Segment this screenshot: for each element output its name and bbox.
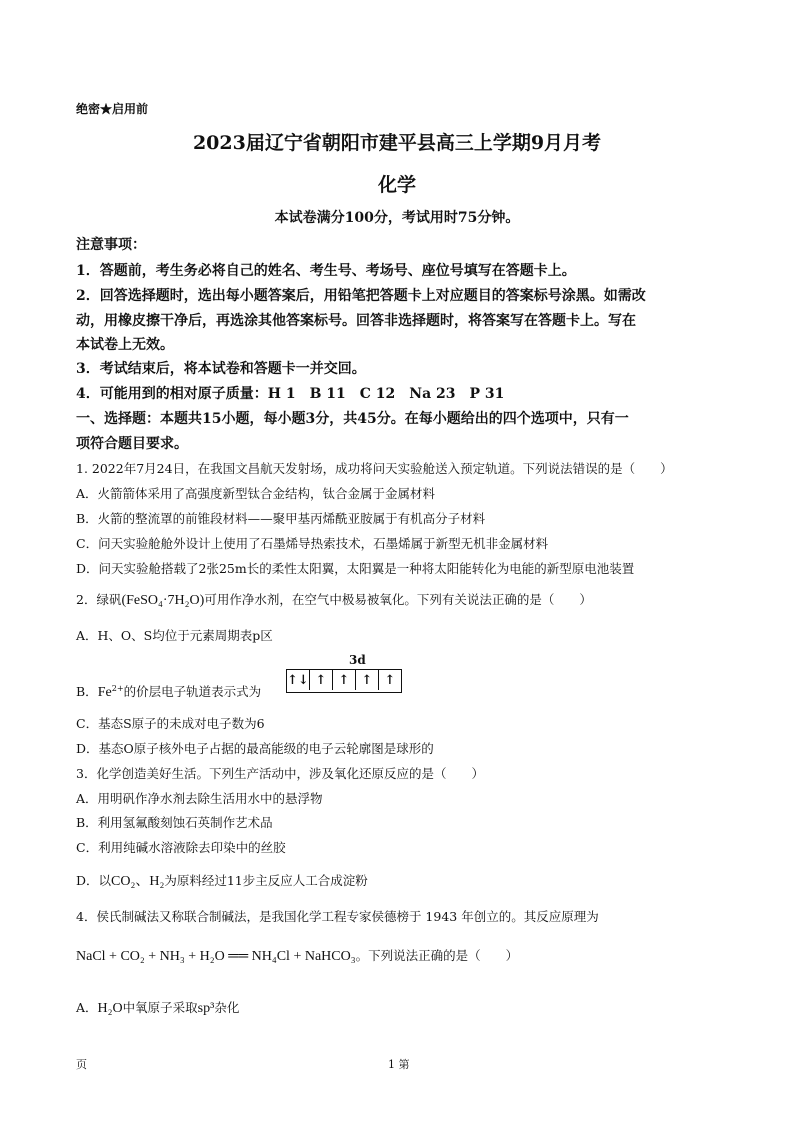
q3-d-suffix: 为原料经过11步主反应人工合成淀粉 (164, 873, 368, 888)
note-item: 3．考试结束后，将本试卷和答题卡一并交回。 (76, 361, 366, 377)
question-4-equation-line (76, 946, 518, 965)
question-1-stem: 1. 2022年7月24日，在我国文昌航天发射场，成功将问天实验舱送入预定轨道。下列说法错误的是（ ） (76, 461, 673, 476)
q2-option-b (76, 682, 261, 701)
q2-stem-suffix: 可用作净水剂，在空气中极易被氧化。下列有关说法正确的是（ ） (204, 592, 592, 607)
q2-formula: (FeSO₄·7H₂O) (121, 593, 205, 608)
note-item: 4．可能用到的相对原子质量：H 1 B 11 C 12 Na 23 P 31 (76, 386, 505, 402)
q2-option-c: C．基态S原子的未成对电子数为6 (76, 716, 265, 731)
orbital-box: ↑ (384, 672, 396, 688)
q1-option-d: D．问天实验舱搭载了2张25m长的柔性太阳翼，太阳翼是一种将太阳能转化为电能的新型原电池装置 (76, 561, 635, 576)
note-item: 动，用橡皮擦干净后，再选涂其他答案标号。回答非选择题时，将答案写在答题卡上。写在 (76, 313, 636, 329)
q4-a-mid: 中氧原子采取 (122, 1000, 198, 1015)
subject-title: 化学 (377, 174, 416, 196)
q4-a-suffix: 杂化 (214, 1000, 240, 1015)
q1-option-b: B．火箭的整流罩的前锥段材料——聚甲基丙烯酰亚胺属于有机高分子材料 (76, 511, 486, 526)
q4-equation: NaCl + CO₂ + NH₃ + H₂O ══ NH₄Cl + NaHCO₃ (76, 949, 356, 964)
q2-b-prefix: B． (76, 684, 98, 699)
q4-a-formula: H₂O (97, 1001, 123, 1016)
question-3-stem: 3．化学创造美好生活。下列生产活动中，涉及氧化还原反应的是（ ） (76, 766, 484, 781)
q3-option-c: C．利用纯碱水溶液除去印染中的丝胶 (76, 840, 286, 855)
q1-option-c: C．问天实验舱舱外设计上使用了石墨烯导热索技术，石墨烯属于新型无机非金属材料 (76, 536, 549, 551)
orbital-box: ↑ (333, 670, 356, 690)
orbital-label: 3d (349, 653, 366, 667)
secret-label: 绝密★启用前 (76, 102, 149, 116)
orbital-box: ↑↓ (287, 670, 310, 690)
note-item: 2．回答选择题时，选出每小题答案后，用铅笔把答题卡上对应题目的答案标号涂黑。如需改 (76, 288, 646, 304)
q2-option-d: D．基态O原子核外电子占据的最高能级的电子云轮廓图是球形的 (76, 741, 434, 756)
footer-page-number: 1 第 (388, 1058, 410, 1071)
orbital-diagram (286, 669, 402, 693)
note-item: 1．答题前，考生务必将自己的姓名、考生号、考场号、座位号填写在答题卡上。 (76, 263, 576, 279)
question-4-stem: 4．侯氏制碱法又称联合制碱法，是我国化学工程专家侯德榜于 1943 年创立的。其反应原理为 (76, 909, 599, 924)
section-heading-cont: 项符合题目要求。 (76, 436, 188, 452)
orbital-box: ↑ (356, 670, 379, 690)
q3-option-b: B．利用氢氟酸刻蚀石英制作艺术品 (76, 815, 273, 830)
note-item: 本试卷上无效。 (76, 337, 174, 353)
q3-option-d (76, 870, 368, 890)
q4-stem-suffix: 。下列说法正确的是（ ） (355, 948, 519, 963)
q4-a-hyb: sp³ (197, 1001, 215, 1016)
orbital-box: ↑ (310, 670, 333, 690)
q3-d-prefix: D．以 (76, 873, 112, 888)
q2-b-charge: 2+ (111, 682, 124, 693)
q2-stem-prefix: 2．绿矾 (76, 592, 122, 607)
q2-b-suffix: 的价层电子轨道表示式为 (123, 684, 262, 699)
q3-d-formula: CO₂、H₂ (111, 874, 165, 889)
q4-a-prefix: A． (76, 1000, 98, 1015)
q4-option-a (76, 998, 239, 1017)
exam-info: 本试卷满分100分，考试用时75分钟。 (274, 210, 520, 226)
q3-option-a: A．用明矾作净水剂去除生活用水中的悬浮物 (76, 791, 323, 806)
section-heading: 一、选择题：本题共15小题，每小题3分，共45分。在每小题给出的四个选项中，只有一 (76, 411, 629, 427)
q2-b-ion: Fe (97, 685, 112, 700)
question-2-stem (76, 590, 592, 609)
footer-left: 页 (76, 1058, 87, 1071)
q1-option-a: A．火箭箭体采用了高强度新型钛合金结构，钛合金属于金属材料 (76, 486, 436, 501)
exam-title: 2023届辽宁省朝阳市建平县高三上学期9月月考 (192, 132, 602, 154)
notes-heading: 注意事项： (76, 237, 146, 253)
q2-option-a: A．H、O、S均位于元素周期表p区 (76, 628, 273, 643)
